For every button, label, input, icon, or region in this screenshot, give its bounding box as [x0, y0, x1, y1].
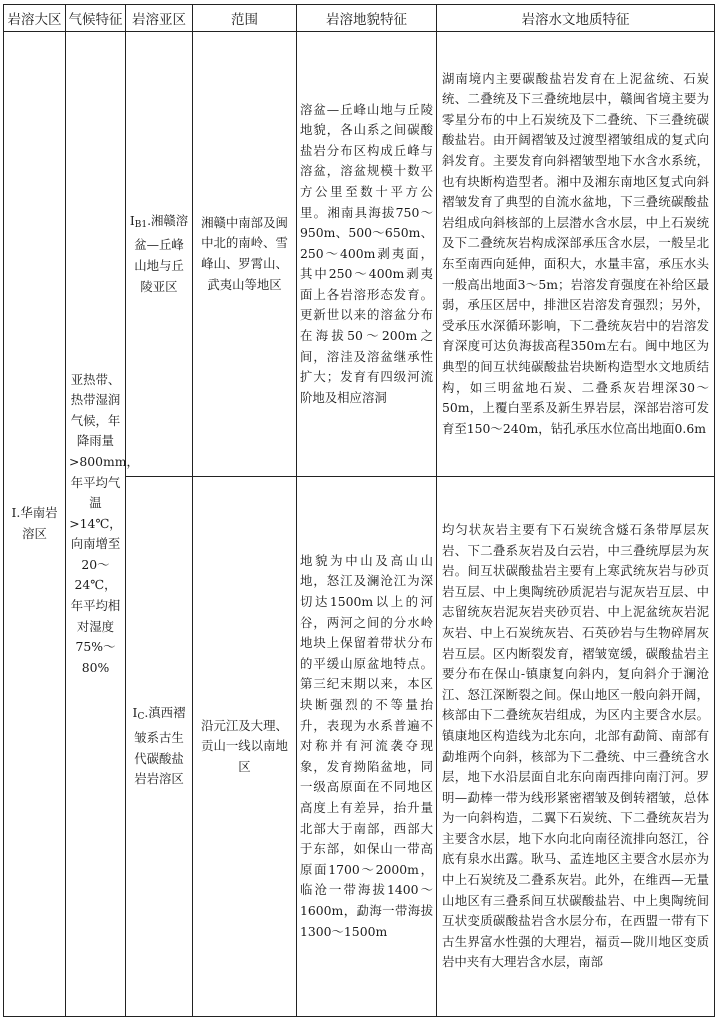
header-hydrogeology: 岩溶水文地质特征 [437, 5, 715, 32]
climate-text: 亚热带、热带湿润气候，年降雨量>800mm，年平均气温>14℃，向南增至20～24℃，年平均相对湿度75%～80% [69, 371, 139, 675]
landform-cell [297, 477, 437, 1017]
range-cell [193, 32, 297, 477]
subregion-name: .湘赣溶盆—丘峰山地与丘陵亚区 [134, 212, 189, 294]
range-cell [193, 477, 297, 1017]
subregion-cell [126, 32, 193, 477]
hydro-cell [437, 32, 715, 477]
region-cell [4, 32, 66, 1017]
range-text: 沿元江及大理、贡山一线以南地区 [201, 717, 288, 774]
karst-region-table [3, 4, 715, 1017]
hydro-cell [437, 477, 715, 1017]
subregion-name: .滇西褶皱系古生代碳酸盐岩岩溶区 [134, 705, 186, 787]
hydro-text: 均匀状灰岩主要有下石炭统含燧石条带厚层灰岩、下二叠系灰岩及白云岩，中三叠统厚层为灰岩。间互状碳酸盐岩主要有上寒武统灰岩与砂页岩互层、中上奥陶统砂质泥岩与泥灰岩互层、中志留统灰岩泥灰岩夹砂页岩、中上泥盆统灰岩泥灰岩、中上石炭统灰岩、石英砂岩与生物碎屑灰岩互层。区内断裂发育，褶皱宽缓，碳酸盐岩主要分布在保山-镇康复向斜内，复向斜介于澜沧江、怒江深断裂之间。保山地区一般向斜开阔，核部由下二叠统灰岩组成，为区内主要含水层。镇康地区构造线为北东向，北部有勐简、南部有勐堆两个向斜，核部为下二叠统、中三叠统含水层，地下水沿层面自北东向南西排向南汀河。罗明—勐棒一带为线形紧密褶皱及倒转褶皱，总体为一向斜构造，二翼下石炭统、下二叠统灰岩为主要含水层，地下水向北向南径流排向怒江，谷底有泉水出露。耿马、孟连地区主要含水层亦为中上石炭统及二叠系灰岩。此外，在维西—无量山地区有三叠系间互状碳酸盐岩、中上奥陶统间互状变质碳酸盐岩含水层分布，在西盟一带有下古生界富水性强的大理岩，福贡—陇川地区变质岩中夹有大理岩含水层，南部 [442, 521, 709, 970]
landform-text: 溶盆—丘峰山地与丘陵地貌，各山系之间碳酸盐岩分布区构成丘峰与溶盆，溶盆规模十数平方公里至数十平方公里。湘南具海拔750～950m、500～650m、250～400m剥夷面，其中250～400m剥夷面上各岩溶形态发育。更新世以来的溶盆分布在海拔50～200m之间，溶洼及溶盆继承性扩大；发育有四级河流阶地及相应溶洞 [300, 101, 433, 405]
header-karst-region: 岩溶大区 [4, 5, 66, 32]
subregion-subscript: C [137, 712, 145, 723]
subregion-prefix: Ⅰ [129, 212, 135, 228]
header-karst-subregion: 岩溶亚区 [126, 5, 193, 32]
header-climate: 气候特征 [66, 5, 126, 32]
subregion-cell [126, 477, 193, 1017]
header-range: 范围 [193, 5, 297, 32]
table-header-row [4, 5, 715, 32]
subregion-subscript: B1 [134, 219, 148, 230]
table-row [4, 32, 715, 477]
hydro-text: 湖南境内主要碳酸盐岩发育在上泥盆统、石炭统、二叠统及下三叠统地层中，赣闽省境主要为零星分布的中上石炭统及下二叠统、下三叠统碳酸盐岩。由开阔褶皱及过渡型褶皱组成的复式向斜发育。主要发育向斜褶皱型地下水含水系统，也有块断构造型者。湘中及湘东南地区复式向斜褶皱发育了典型的自流水盆地，下三叠统碳酸盐岩组成向斜核部的上层潜水含水层，中上石炭统及下二叠统灰岩构成深部承压含水层，一般呈北东至南西向延伸，面积大，水量丰富，承压水头一般高出地面3～5m；岩溶发育强度在补给区最弱，承压区居中，排泄区岩溶发育强烈；另外，受承压水深循环影响，下二叠统灰岩中的岩溶发育深度可达负海拔高程350m左右。闽中地区为典型的间互状纯碳酸盐岩块断构造型水文地质结构，如三明盆地石炭、二叠系灰岩埋深30～50m，上覆白垩系及新生界岩层，深部岩溶可发育至150～240m，钻孔承压水位高出地面0.6m [442, 70, 709, 436]
header-landform: 岩溶地貌特征 [297, 5, 437, 32]
subregion-prefix: Ⅰ [132, 705, 138, 721]
region-name: Ⅰ.华南岩溶区 [11, 505, 58, 541]
climate-cell [66, 32, 139, 1017]
landform-cell [297, 32, 437, 477]
landform-text: 地貌为中山及高山山地，怒江及澜沧江为深切达1500m以上的河谷，两河之间的分水岭地块上保留着带状分布的平缓山原盆地特点。第三纪末期以来，本区块断强烈的不等量抬升，表现为水系普遍不对称并有河流袭夺现象，发育拗陷盆地，同一级高原面在不同地区高度上有差异，抬升量北部大于南部，西部大于东部，如保山一带高原面1700～2000m，临沧一带海拔1400～1600m，勐海一带海拔1300～1500m [300, 552, 433, 939]
range-text: 湘赣中南部及闽中北的南岭、雪峰山、罗霄山、武夷山等地区 [201, 214, 288, 292]
